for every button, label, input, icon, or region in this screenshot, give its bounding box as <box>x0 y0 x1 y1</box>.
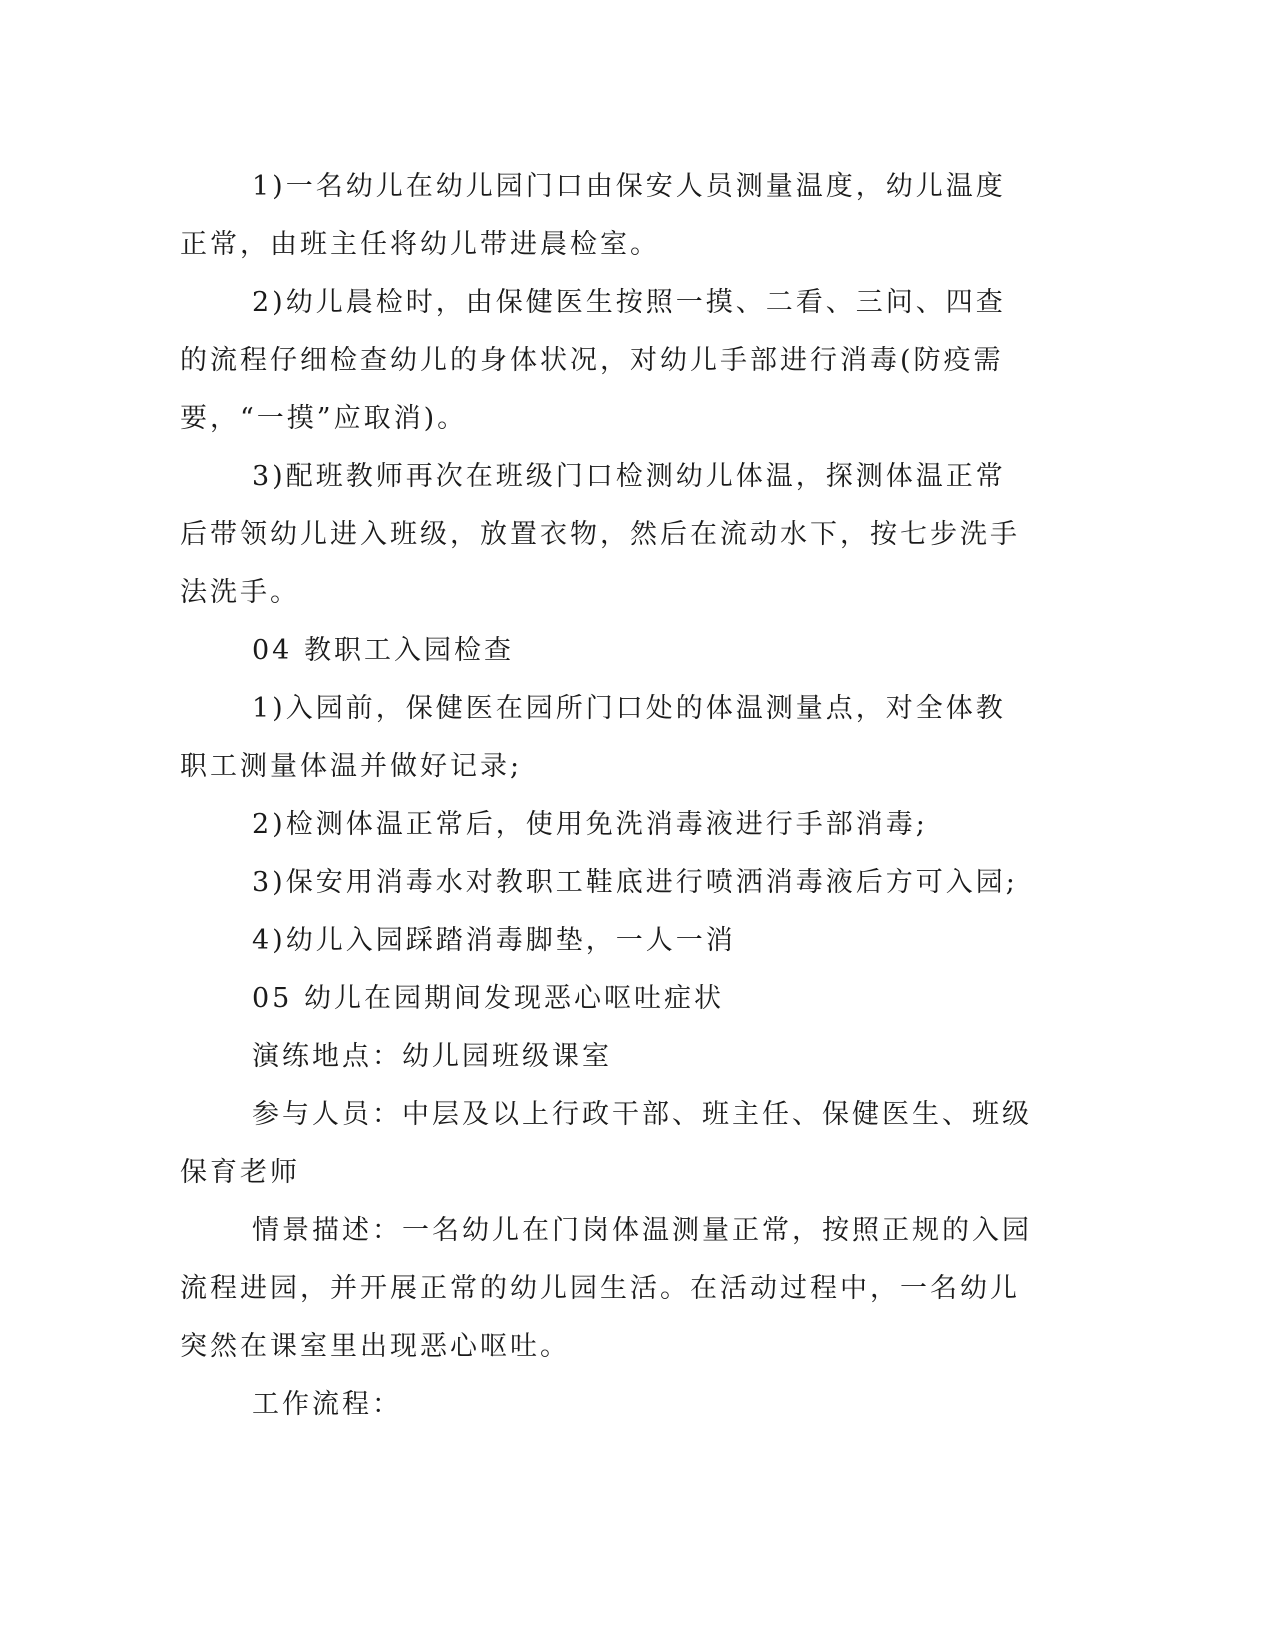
paragraph-hand-disinfection: 2)检测体温正常后，使用免洗消毒液进行手部消毒; <box>252 809 928 840</box>
paragraph-scenario: 情景描述：一名幼儿在门岗体温测量正常，按照正规的入园流程进园，并开展正常的幼儿园生活。在活动过程中，一名幼儿突然在课室里出现恶心呕吐。 <box>180 1215 1032 1362</box>
section-heading-vomiting: 05 幼儿在园期间发现恶心呕吐症状 <box>252 983 724 1014</box>
paragraph-foot-mat: 4)幼儿入园踩踏消毒脚垫，一人一消 <box>252 925 736 956</box>
paragraph-participants: 参与人员：中层及以上行政干部、班主任、保健医生、班级保育老师 <box>180 1099 1032 1188</box>
paragraph-drill-location: 演练地点：幼儿园班级课室 <box>252 1041 612 1072</box>
paragraph-staff-temperature: 1)入园前，保健医在园所门口处的体温测量点，对全体教职工测量体温并做好记录; <box>180 693 1006 782</box>
paragraph-child-temperature-check: 1)一名幼儿在幼儿园门口由保安人员测量温度，幼儿温度正常，由班主任将幼儿带进晨检室。 <box>180 171 1006 260</box>
paragraph-class-entry: 3)配班教师再次在班级门口检测幼儿体温，探测体温正常后带领幼儿进入班级，放置衣物，然后在流动水下，按七步洗手法洗手。 <box>180 461 1020 608</box>
paragraph-morning-check: 2)幼儿晨检时，由保健医生按照一摸、二看、三问、四查的流程仔细检查幼儿的身体状况，对幼儿手部进行消毒(防疫需要，“一摸”应取消)。 <box>180 287 1006 434</box>
section-heading-staff-check: 04 教职工入园检查 <box>252 635 514 666</box>
document-body <box>180 158 1035 1434</box>
paragraph-workflow-label: 工作流程： <box>252 1389 402 1420</box>
paragraph-shoe-disinfection: 3)保安用消毒水对教职工鞋底进行喷洒消毒液后方可入园; <box>252 867 1018 898</box>
